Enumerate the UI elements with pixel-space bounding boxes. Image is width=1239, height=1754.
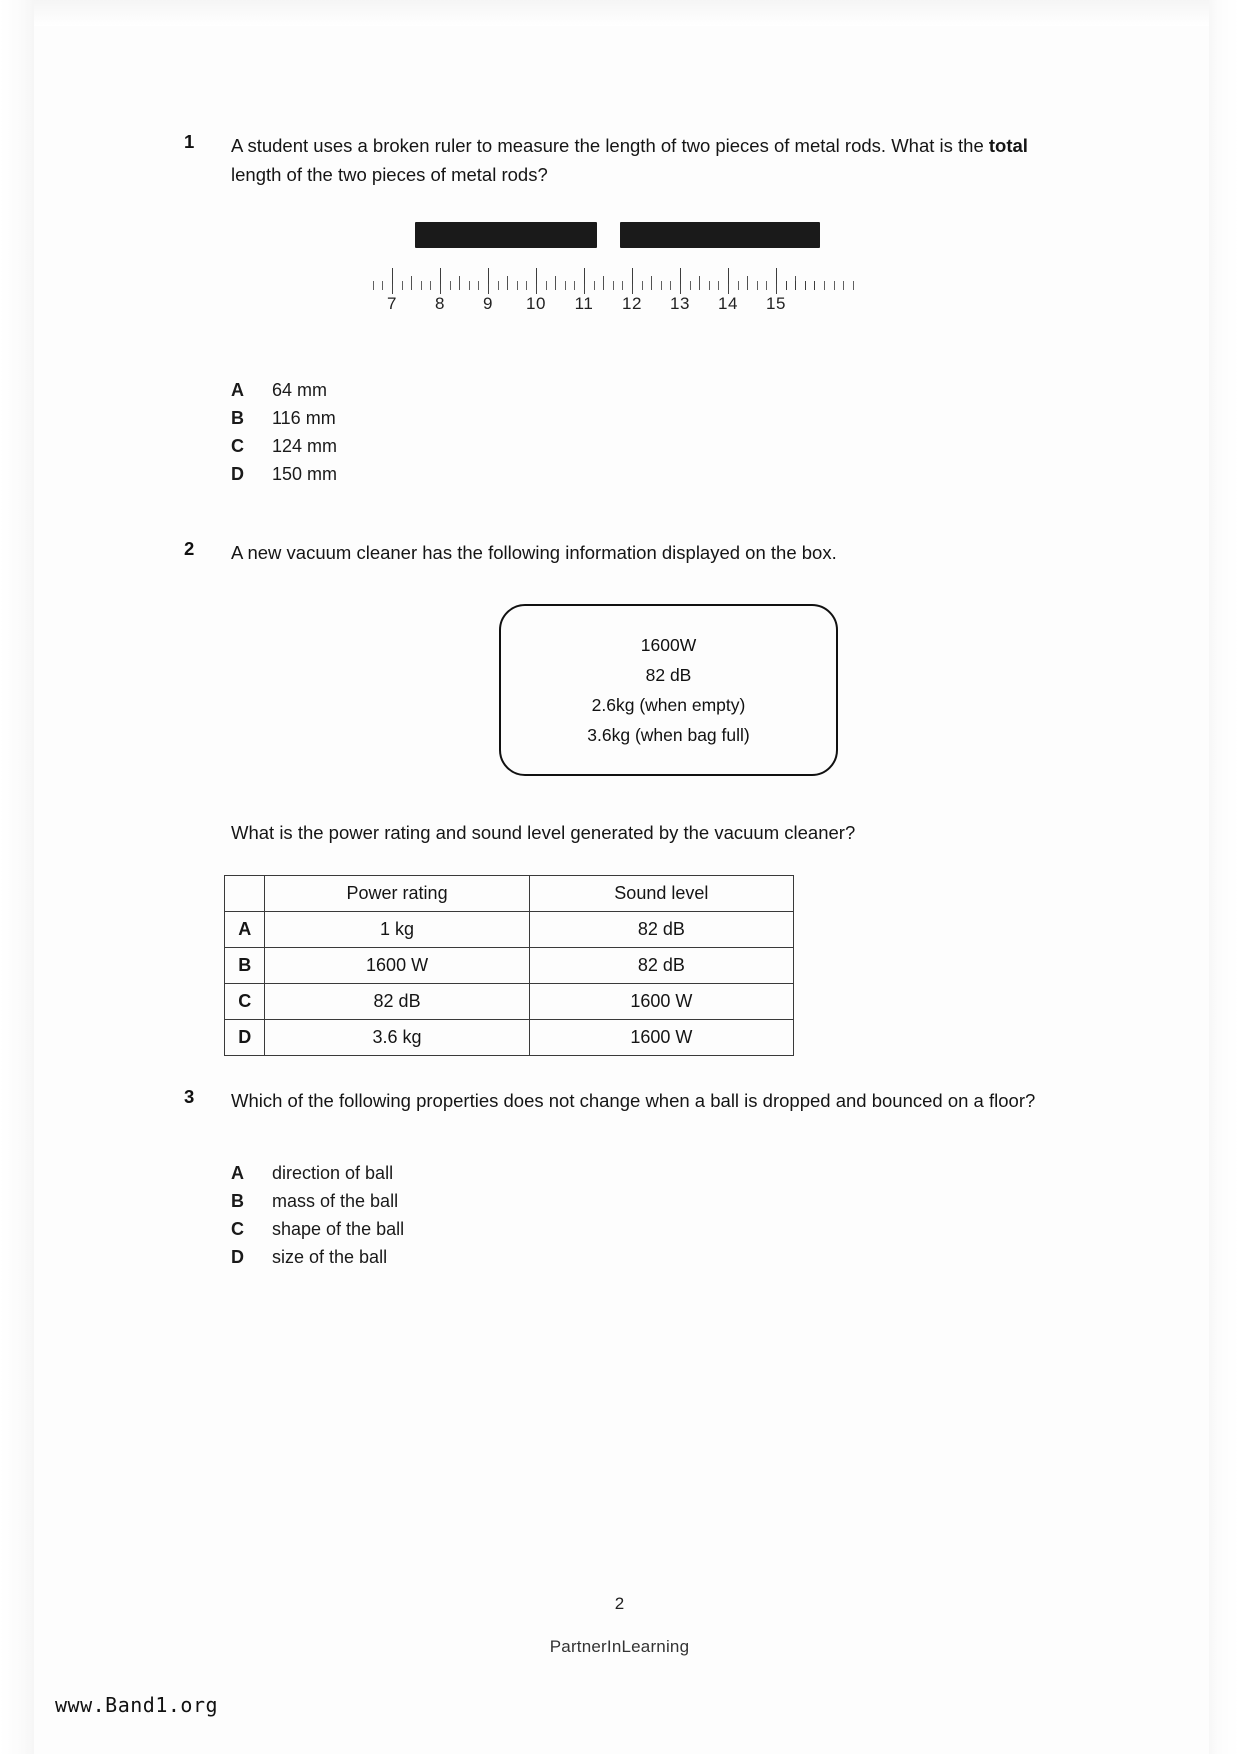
- ruler-tick: [574, 281, 575, 290]
- ruler-tick: [670, 281, 671, 290]
- ruler-tick-label: 9: [483, 294, 493, 313]
- row-a-letter: A: [225, 912, 265, 948]
- q3-option-b-text[interactable]: mass of the ball: [272, 1191, 399, 1211]
- question-1-text-part1: A student uses a broken ruler to measure the length of two pieces of metal rods. What is the: [231, 135, 989, 156]
- metal-rod-left: [415, 222, 597, 248]
- q1-option-a-letter: A: [231, 380, 244, 400]
- ruler-tick: [603, 276, 604, 290]
- ruler-tick: [517, 281, 518, 290]
- header-sound-level: Sound level: [529, 876, 793, 912]
- question-2-sub-question: What is the power rating and sound level generated by the vacuum cleaner?: [231, 822, 856, 843]
- ruler-tick-label: 12: [622, 294, 642, 313]
- ruler-tick: [382, 281, 383, 290]
- row-d-sound-level: 1600 W: [529, 1020, 793, 1056]
- ruler-tick: [459, 276, 460, 290]
- ruler-tick: [718, 281, 719, 290]
- vacuum-cleaner-info-box: [499, 604, 838, 776]
- q1-option-c-text[interactable]: 124 mm: [272, 436, 338, 456]
- q3-option-b-letter: B: [231, 1191, 244, 1211]
- ruler-tick: [661, 281, 662, 290]
- ruler-tick: [814, 281, 815, 290]
- ruler-tick-label: 14: [718, 294, 738, 313]
- metal-rod-right: [620, 222, 820, 248]
- ruler-tick: [402, 281, 403, 290]
- ruler-tick: [824, 281, 825, 290]
- table-row[interactable]: [225, 1020, 794, 1056]
- ruler-tick-label: 8: [435, 294, 445, 313]
- vacuum-box-line-4: 3.6kg (when bag full): [587, 725, 750, 745]
- question-1-text: [231, 131, 1081, 189]
- ruler-tick: [843, 281, 844, 290]
- header-power-rating: Power rating: [265, 876, 529, 912]
- question-1-text-bold: total: [988, 135, 1028, 156]
- ruler-label-stem: [392, 284, 393, 294]
- ruler-tick: [411, 276, 412, 290]
- ruler-tick: [757, 281, 758, 290]
- q1-option-b-letter: B: [231, 408, 244, 428]
- ruler-tick: [526, 281, 527, 290]
- ruler-tick: [498, 281, 499, 290]
- ruler-tick: [622, 281, 623, 290]
- ruler-tick: [786, 281, 787, 290]
- ruler-tick: [853, 281, 854, 290]
- page-number: 2: [614, 1594, 625, 1613]
- question-1-number: 1: [184, 131, 195, 152]
- question-2-number: 2: [184, 538, 195, 559]
- ruler-tick: [690, 281, 691, 290]
- ruler-tick: [766, 281, 767, 290]
- watermark-text: PartnerInLearning: [549, 1637, 690, 1656]
- ruler-tick: [469, 281, 470, 290]
- ruler-tick: [430, 281, 431, 290]
- q3-option-c-letter: C: [231, 1219, 244, 1239]
- question-3-number: 3: [184, 1086, 195, 1107]
- ruler-label-stem: [584, 284, 585, 294]
- row-d-letter: D: [225, 1020, 265, 1056]
- ruler-tick: [709, 281, 710, 290]
- question-2-text: A new vacuum cleaner has the following information displayed on the box.: [231, 542, 837, 563]
- row-c-sound-level: 1600 W: [529, 984, 793, 1020]
- ruler-tick-label: 15: [766, 294, 786, 313]
- row-a-power-rating: 1 kg: [265, 912, 529, 948]
- vacuum-box-line-2: 82 dB: [645, 665, 692, 685]
- q3-option-d-letter: D: [231, 1247, 244, 1267]
- ruler-tick: [642, 281, 643, 290]
- ruler-tick: [565, 281, 566, 290]
- ruler-tick: [478, 281, 479, 290]
- broken-ruler-figure: [370, 222, 890, 332]
- q1-option-d-text[interactable]: 150 mm: [272, 464, 338, 484]
- ruler-label-stem: [440, 284, 441, 294]
- q3-option-d-text[interactable]: size of the ball: [272, 1247, 388, 1267]
- q1-option-c-letter: C: [231, 436, 244, 456]
- ruler-label-stem: [680, 284, 681, 294]
- row-c-letter: C: [225, 984, 265, 1020]
- ruler-tick: [613, 281, 614, 290]
- row-b-sound-level: 82 dB: [529, 948, 793, 984]
- table-header-row: [225, 876, 794, 912]
- q1-option-a-text[interactable]: 64 mm: [272, 380, 328, 400]
- vacuum-box-line-1: 1600W: [640, 635, 697, 655]
- ruler-tick: [747, 276, 748, 290]
- ruler-tick: [805, 281, 806, 290]
- ruler-label-stem: [728, 284, 729, 294]
- ruler-tick: [834, 281, 835, 290]
- site-url: www.Band1.org: [55, 1693, 219, 1717]
- header-blank: [225, 876, 265, 912]
- ruler-tick: [507, 276, 508, 290]
- row-a-sound-level: 82 dB: [529, 912, 793, 948]
- table-row[interactable]: [225, 984, 794, 1020]
- row-b-letter: B: [225, 948, 265, 984]
- row-c-power-rating: 82 dB: [265, 984, 529, 1020]
- ruler-tick: [795, 281, 796, 290]
- ruler-tick: [594, 281, 595, 290]
- ruler-label-stem: [536, 284, 537, 294]
- ruler-tick: [555, 276, 556, 290]
- table-row[interactable]: [225, 912, 794, 948]
- row-b-power-rating: 1600 W: [265, 948, 529, 984]
- answer-options-table: [224, 875, 794, 1056]
- ruler-tick: [651, 276, 652, 290]
- ruler-tick: [421, 281, 422, 290]
- ruler-tick: [546, 281, 547, 290]
- ruler-tick-label: 7: [387, 294, 397, 313]
- ruler-tick: [373, 281, 374, 290]
- table-row[interactable]: [225, 948, 794, 984]
- ruler-label-stem: [776, 284, 777, 294]
- question-1-text-part2: length of the two pieces of metal rods?: [231, 164, 548, 185]
- q1-option-d-letter: D: [231, 464, 244, 484]
- q3-option-a-text[interactable]: direction of ball: [272, 1163, 394, 1183]
- ruler-tick-label: 13: [670, 294, 690, 313]
- ruler-tick-label: 11: [574, 294, 594, 313]
- ruler-tick-label: 10: [526, 294, 546, 313]
- q3-option-a-letter: A: [231, 1163, 244, 1183]
- ruler-label-stem: [632, 284, 633, 294]
- question-3-text: Which of the following properties does not change when a ball is dropped and bounced on a floor?: [231, 1090, 1036, 1111]
- ruler-scale: [370, 264, 890, 290]
- q1-option-b-text[interactable]: 116 mm: [272, 408, 336, 428]
- vacuum-box-line-3: 2.6kg (when empty): [591, 695, 746, 715]
- ruler-tick: [738, 281, 739, 290]
- ruler-tick: [450, 281, 451, 290]
- q3-option-c-text[interactable]: shape of the ball: [272, 1219, 405, 1239]
- ruler-tick: [699, 276, 700, 290]
- row-d-power-rating: 3.6 kg: [265, 1020, 529, 1056]
- ruler-label-stem: [488, 284, 489, 294]
